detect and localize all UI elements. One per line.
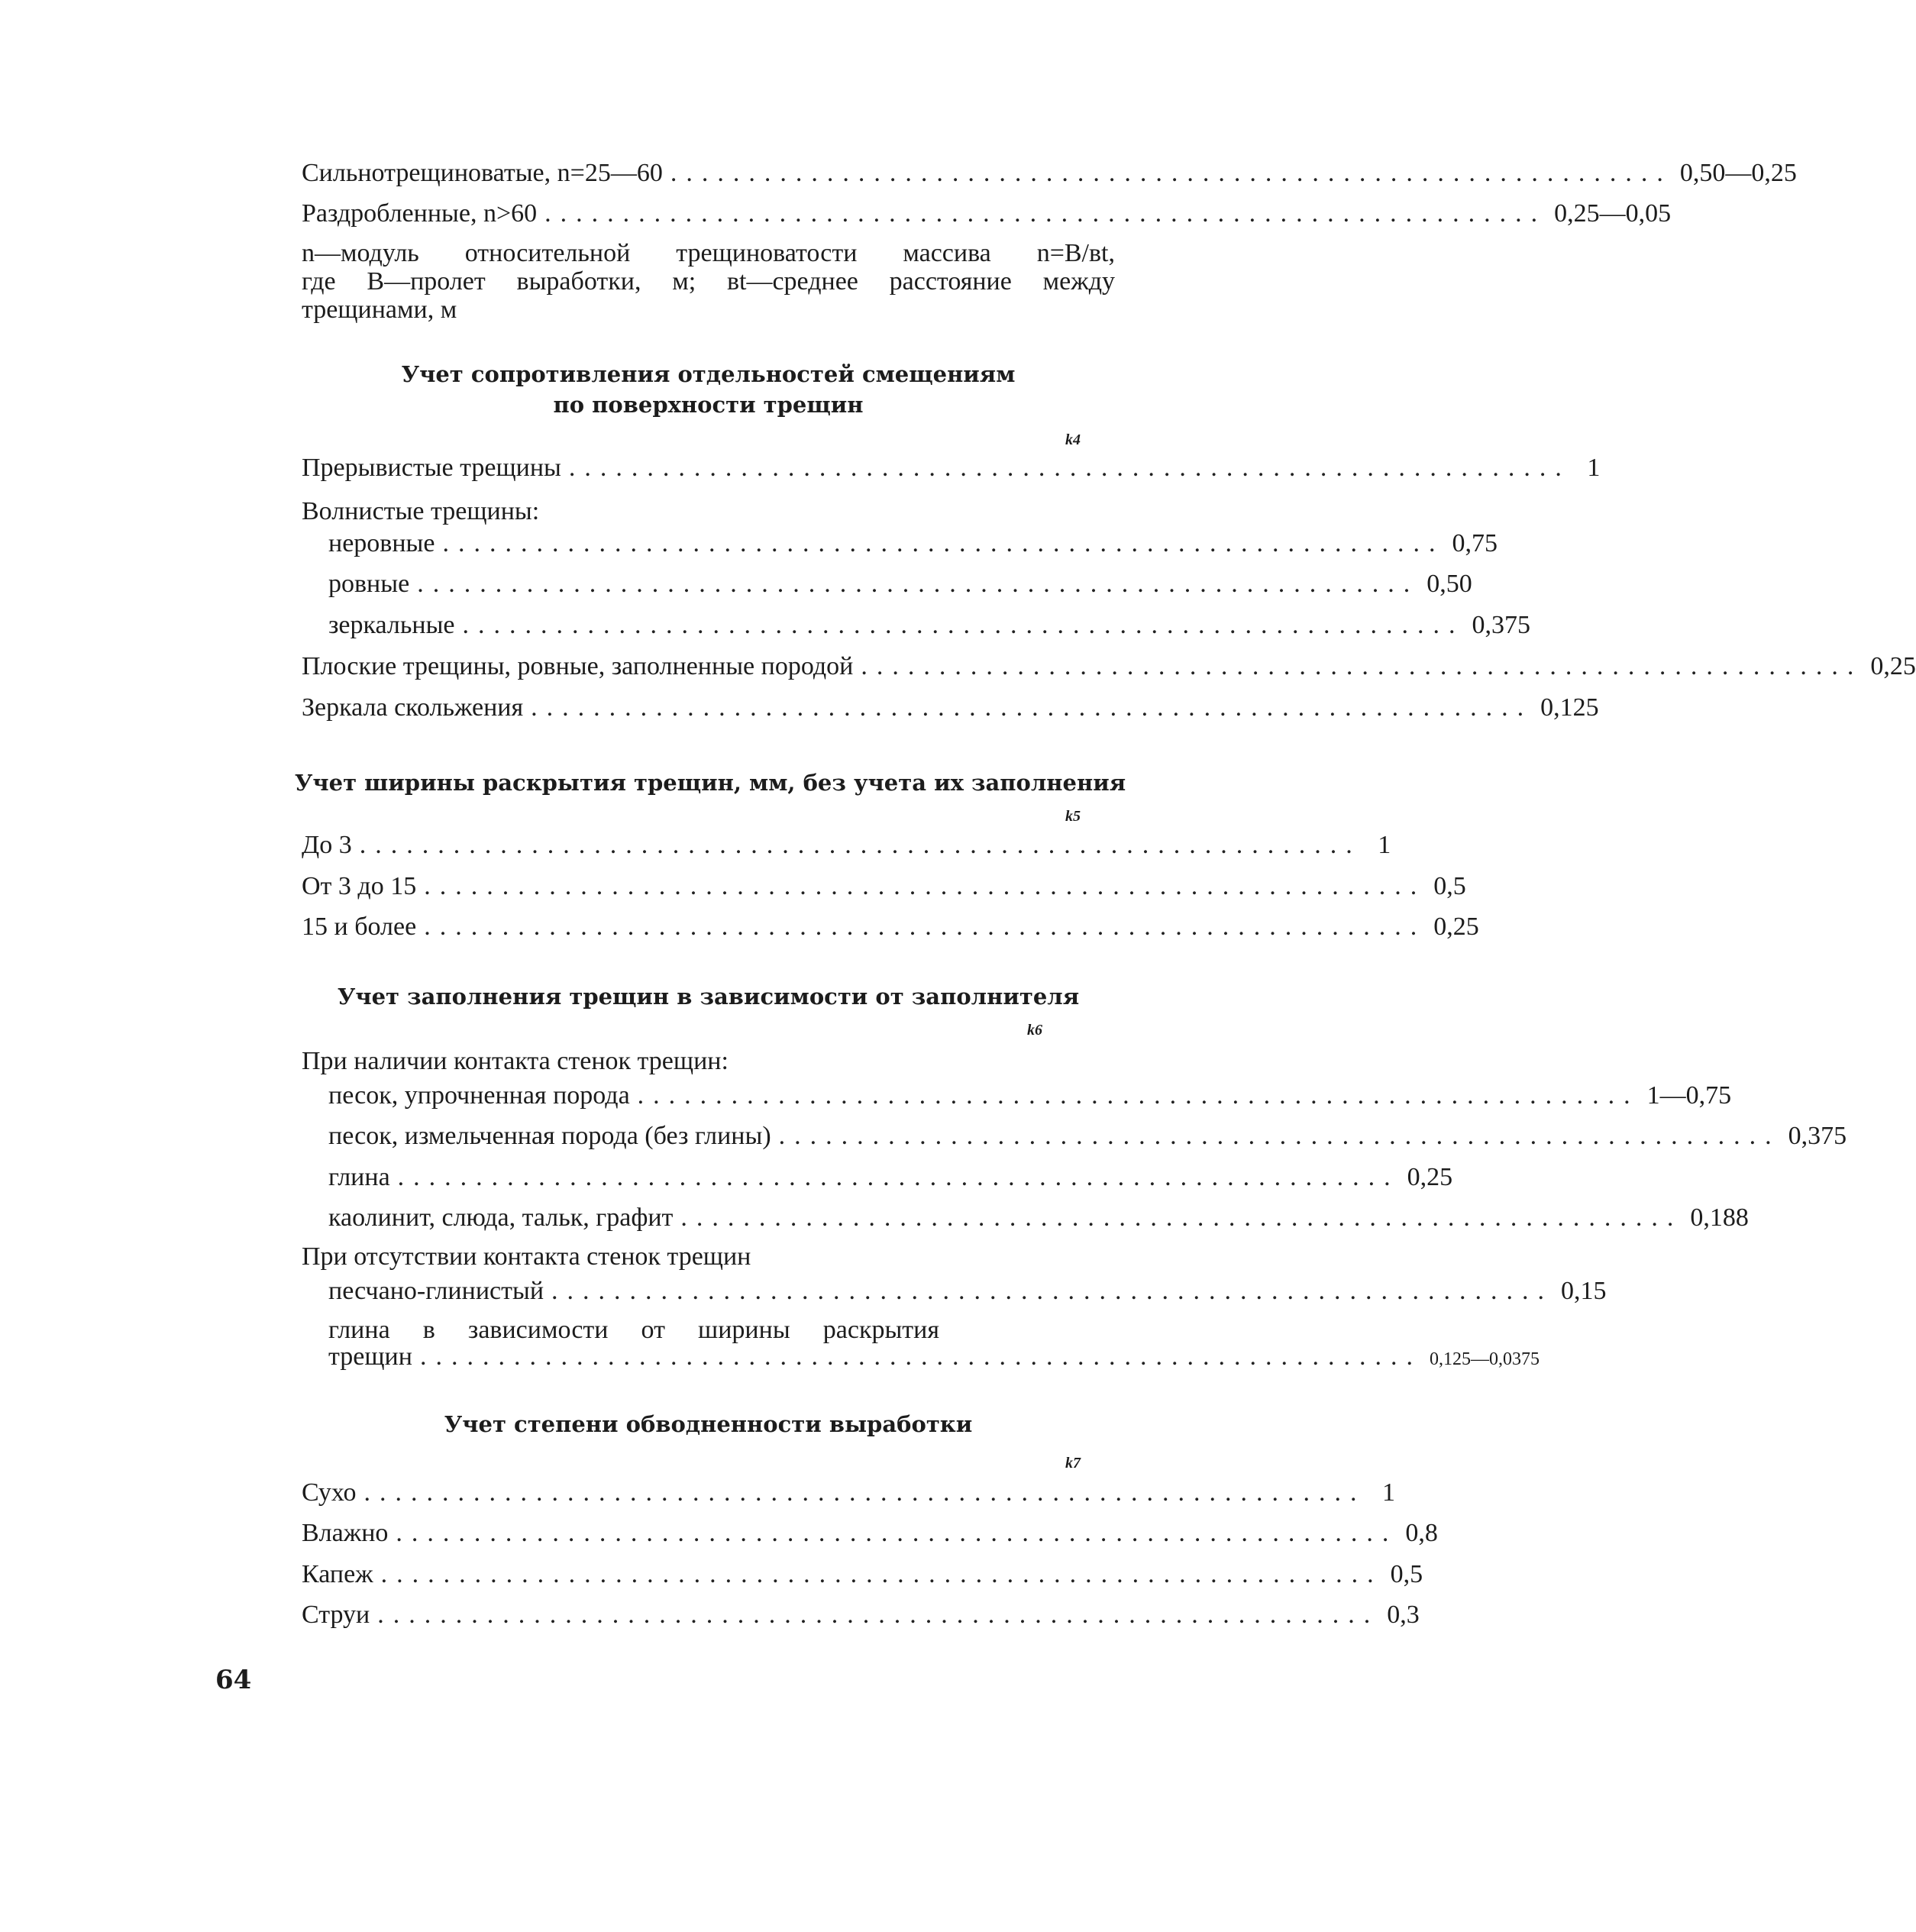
row-value: 0,375 bbox=[1472, 611, 1531, 639]
leader-dots: ................................................................ bbox=[861, 652, 1863, 680]
leader-dots: ................................................................ bbox=[424, 913, 1426, 941]
leader-dots: ................................................................ bbox=[531, 693, 1533, 722]
row-value: 1 bbox=[1587, 454, 1601, 482]
column-header-k5: k5 bbox=[1065, 808, 1081, 825]
k4-row-3 bbox=[328, 569, 1472, 599]
row-label: ровные bbox=[328, 570, 410, 598]
section-heading-k5: Учет ширины раскрытия трещин, мм, без учета их заполнения bbox=[294, 770, 1126, 796]
leader-dots: ................................................................ bbox=[670, 159, 1672, 187]
leader-dots: ................................................................ bbox=[419, 1342, 1422, 1371]
row-label: Струи bbox=[302, 1601, 370, 1629]
note-line-3: трещинами, м bbox=[302, 296, 457, 324]
k4-row-4 bbox=[328, 610, 1531, 641]
section-heading-k4-line2: по поверхности трещин bbox=[553, 392, 864, 418]
row-label: глина bbox=[328, 1163, 390, 1191]
leader-dots: ................................................................ bbox=[424, 872, 1426, 900]
k6-group-2: При отсутствии контакта стенок трещин bbox=[302, 1242, 751, 1271]
row-label: Раздробленные, n>60 bbox=[302, 199, 538, 228]
row-value: 0,50—0,25 bbox=[1679, 159, 1797, 187]
row-value: 0,125 bbox=[1540, 693, 1599, 722]
row-label: Влажно bbox=[302, 1519, 389, 1547]
section-heading-k7: Учет степени обводненности выработки bbox=[444, 1411, 973, 1437]
leader-dots: ................................................................ bbox=[442, 529, 1445, 557]
leader-dots: ................................................................ bbox=[551, 1277, 1554, 1305]
row-value: 0,50 bbox=[1426, 570, 1472, 598]
k7-row-1 bbox=[302, 1478, 1396, 1508]
leader-dots: ................................................................ bbox=[680, 1203, 1683, 1232]
k4-subheading: Волнистые трещины: bbox=[302, 497, 540, 525]
row-label: зеркальные bbox=[328, 611, 455, 639]
k5-row-2 bbox=[302, 871, 1466, 902]
row-label: неровные bbox=[328, 529, 435, 557]
leader-dots: ................................................................ bbox=[462, 611, 1465, 639]
row-value: 1 bbox=[1382, 1478, 1396, 1507]
leader-dots: ................................................................ bbox=[568, 454, 1571, 482]
k4-row-1 bbox=[302, 453, 1601, 483]
leader-dots: ................................................................ bbox=[396, 1519, 1398, 1547]
leader-dots: ................................................................ bbox=[359, 831, 1362, 859]
row-value: 0,188 bbox=[1690, 1203, 1749, 1232]
top-row-2 bbox=[302, 199, 1672, 229]
row-label: Сухо bbox=[302, 1478, 357, 1507]
column-header-k4: k4 bbox=[1065, 431, 1081, 448]
leader-dots: ................................................................ bbox=[778, 1122, 1781, 1150]
row-label: песчано-глинистый bbox=[328, 1277, 544, 1305]
row-value: 0,5 bbox=[1433, 872, 1466, 900]
k6-row-1 bbox=[328, 1081, 1732, 1111]
column-header-k6: k6 bbox=[1027, 1022, 1042, 1039]
k6-row-6 bbox=[328, 1342, 1540, 1375]
row-label: каолинит, слюда, тальк, графит bbox=[328, 1203, 674, 1232]
row-value: 1—0,75 bbox=[1646, 1081, 1732, 1110]
row-value: 0,75 bbox=[1452, 529, 1498, 557]
column-header-k7: k7 bbox=[1065, 1455, 1081, 1472]
k6-row-4 bbox=[328, 1203, 1749, 1233]
row-label: трещин bbox=[328, 1342, 412, 1371]
leader-dots: ................................................................ bbox=[363, 1478, 1366, 1507]
row-value: 0,25 bbox=[1407, 1163, 1453, 1191]
top-row-1 bbox=[302, 158, 1797, 189]
k6-row-5 bbox=[328, 1276, 1607, 1307]
leader-dots: ................................................................ bbox=[380, 1560, 1383, 1588]
leader-dots: ................................................................ bbox=[637, 1081, 1640, 1110]
section-heading-k6: Учет заполнения трещин в зависимости от заполнителя bbox=[337, 984, 1080, 1010]
k7-row-2 bbox=[302, 1518, 1438, 1549]
row-value: 1 bbox=[1378, 831, 1391, 859]
leader-dots: ................................................................ bbox=[544, 199, 1547, 228]
row-label: Зеркала скольжения bbox=[302, 693, 524, 722]
k5-row-3 bbox=[302, 912, 1479, 942]
k4-row-5 bbox=[302, 651, 1916, 682]
k4-row-2 bbox=[328, 528, 1498, 559]
k6-group-1: При наличии контакта стенок трещин: bbox=[302, 1047, 729, 1075]
row-label: До 3 bbox=[302, 831, 352, 859]
k7-row-3 bbox=[302, 1559, 1423, 1590]
row-label: песок, упрочненная порода bbox=[328, 1081, 630, 1110]
row-value: 0,125—0,0375 bbox=[1429, 1349, 1540, 1369]
row-label: Капеж bbox=[302, 1560, 373, 1588]
row-value: 0,375 bbox=[1788, 1122, 1847, 1150]
row-label: От 3 до 15 bbox=[302, 872, 417, 900]
section-heading-k4-line1: Учет сопротивления отдельностей смещениям bbox=[401, 361, 1016, 387]
page-number: 64 bbox=[215, 1665, 252, 1695]
row-value: 0,8 bbox=[1405, 1519, 1438, 1547]
row-value: 0,15 bbox=[1561, 1277, 1607, 1305]
note-line-2: где B—пролет выработки, м; вt—среднее расстояние между bbox=[302, 267, 1115, 296]
leader-dots: ................................................................ bbox=[377, 1601, 1380, 1629]
note-line-1: n—модуль относительной трещиноватости массива n=B/вt, bbox=[302, 239, 1115, 267]
row-label: Плоские трещины, ровные, заполненные породой bbox=[302, 652, 854, 680]
row-value: 0,3 bbox=[1387, 1601, 1420, 1629]
row-label: 15 и более bbox=[302, 913, 417, 941]
row-value: 0,5 bbox=[1390, 1560, 1423, 1588]
row-value: 0,25—0,05 bbox=[1554, 199, 1672, 228]
row-value: 0,25 bbox=[1433, 913, 1479, 941]
k6-row-3 bbox=[328, 1162, 1453, 1193]
row-label: Прерывистые трещины bbox=[302, 454, 561, 482]
row-value: 0,25 bbox=[1870, 652, 1916, 680]
row-label: песок, измельченная порода (без глины) bbox=[328, 1122, 771, 1150]
k5-row-1 bbox=[302, 830, 1391, 861]
row-label: Сильнотрещиноватые, n=25—60 bbox=[302, 159, 663, 187]
leader-dots: ................................................................ bbox=[397, 1163, 1400, 1191]
k7-row-4 bbox=[302, 1600, 1420, 1630]
k6-last-line-1: глина в зависимости от ширины раскрытия bbox=[328, 1316, 939, 1344]
k4-row-6 bbox=[302, 693, 1599, 723]
leader-dots: ................................................................ bbox=[417, 570, 1420, 598]
k6-row-2 bbox=[328, 1121, 1847, 1152]
